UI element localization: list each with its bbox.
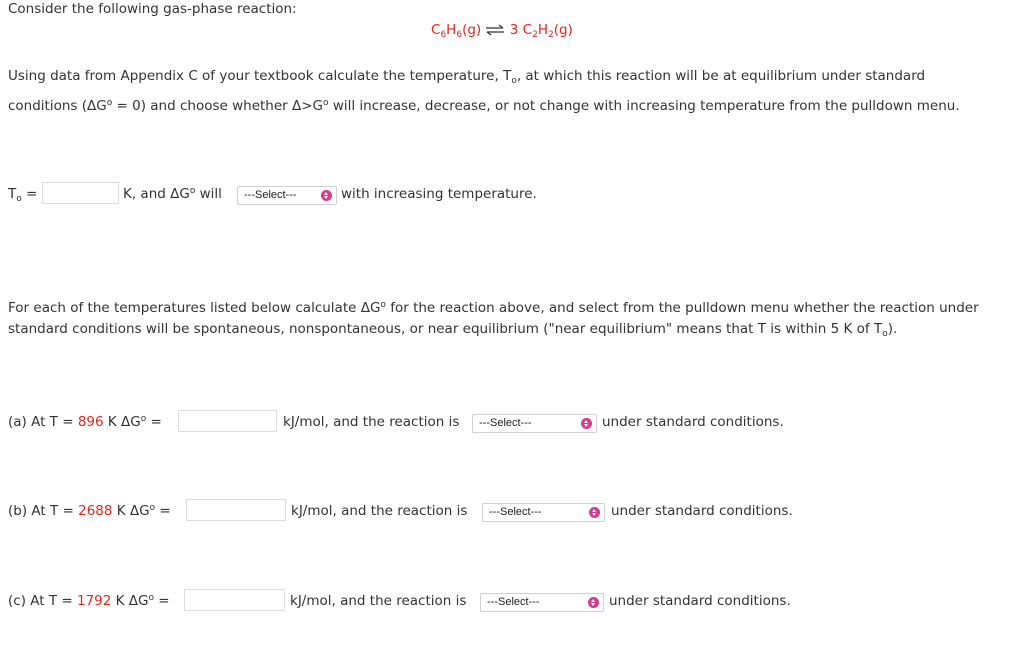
reactant-phase: (g) bbox=[462, 22, 482, 38]
reactant-c-count: 6 bbox=[440, 30, 447, 40]
reaction-equation bbox=[431, 22, 573, 38]
question-c-suffix: under standard conditions. bbox=[609, 593, 791, 609]
instructions-line1 bbox=[8, 68, 925, 84]
equals-sign: = bbox=[21, 186, 38, 202]
question-a-label bbox=[8, 414, 162, 430]
select-value: ---Select--- bbox=[487, 596, 540, 608]
part2-text: For each of the temperatures listed below calculate ΔG bbox=[8, 300, 381, 316]
instructions-text: will increase, decrease, or not change with increasing temperature from the pulldown menu. bbox=[328, 98, 960, 114]
standard-superscript: o bbox=[323, 98, 329, 108]
select-value: ---Select--- bbox=[489, 506, 542, 518]
question-b-mid: kJ/mol, and the reaction is bbox=[291, 503, 468, 519]
question-temperature: 1792 bbox=[76, 593, 112, 609]
standard-superscript: o bbox=[140, 414, 147, 424]
intro-text: Consider the following gas-phase reaction: bbox=[8, 1, 297, 17]
instructions-text: , at which this reaction will be at equilibrium under standard bbox=[516, 68, 926, 84]
product-h: H bbox=[537, 22, 548, 38]
equilibrium-arrow-icon bbox=[485, 24, 505, 36]
t0-trend-select[interactable] bbox=[237, 186, 337, 205]
question-unit: K ΔG bbox=[103, 414, 141, 430]
question-c-mid: kJ/mol, and the reaction is bbox=[290, 593, 467, 609]
standard-superscript: o bbox=[380, 300, 386, 310]
t0-subscript: o bbox=[16, 194, 22, 204]
select-chevron-icon bbox=[321, 190, 332, 201]
question-temperature: 2688 bbox=[78, 503, 113, 519]
question-prefix: (a) At T = bbox=[8, 414, 78, 430]
instructions-line2 bbox=[8, 98, 960, 114]
question-prefix: (b) At T = bbox=[8, 503, 79, 519]
equals-sign: = bbox=[155, 503, 171, 519]
standard-superscript: o bbox=[149, 503, 156, 513]
standard-superscript: o bbox=[106, 98, 113, 108]
question-unit: K ΔG bbox=[112, 503, 150, 519]
part2-text: ). bbox=[887, 321, 898, 337]
question-unit: K ΔG bbox=[111, 593, 149, 609]
question-prefix: (c) At T = bbox=[8, 593, 77, 609]
product-c-count: 2 bbox=[532, 30, 538, 40]
reactant-h: H bbox=[446, 22, 457, 38]
question-a-mid: kJ/mol, and the reaction is bbox=[283, 414, 460, 430]
standard-superscript: o bbox=[189, 186, 196, 196]
product-phase: (g) bbox=[553, 22, 573, 38]
t0-label bbox=[8, 186, 37, 202]
t0-mid-text bbox=[123, 186, 222, 202]
t0-mid-text-a: K, and ΔG bbox=[123, 186, 190, 202]
t0-subscript: o bbox=[511, 76, 517, 86]
t0-mid-text-b: will bbox=[195, 186, 222, 202]
part2-line2 bbox=[8, 321, 897, 337]
reactant-h-count: 6 bbox=[456, 30, 463, 40]
t0-suffix: with increasing temperature. bbox=[341, 186, 537, 202]
question-a-suffix: under standard conditions. bbox=[602, 414, 784, 430]
select-chevron-icon bbox=[589, 507, 600, 518]
question-b-label bbox=[8, 503, 171, 519]
standard-superscript: o bbox=[148, 593, 154, 603]
instructions-text: Using data from Appendix C of your textbook calculate the temperature, T bbox=[8, 68, 512, 84]
question-b-dg-input[interactable] bbox=[186, 499, 286, 521]
question-temperature: 896 bbox=[77, 414, 104, 430]
question-a-dg-input[interactable] bbox=[178, 410, 277, 432]
select-value: ---Select--- bbox=[244, 189, 297, 201]
part2-line1 bbox=[8, 300, 979, 316]
part2-text: for the reaction above, and select from the pulldown menu whether the reaction under bbox=[385, 300, 979, 316]
select-value: ---Select--- bbox=[479, 417, 532, 429]
part2-text: standard conditions will be spontaneous, nonspontaneous, or near equilibrium ("near equilibrium" means that T is within 5 K of T bbox=[8, 321, 883, 337]
equals-sign: = bbox=[146, 414, 162, 430]
t0-input[interactable] bbox=[42, 182, 119, 204]
question-a-spontaneity-select[interactable] bbox=[472, 414, 597, 433]
product-h-count: 2 bbox=[547, 30, 554, 40]
reactant-c: C bbox=[431, 22, 441, 38]
t0-subscript: o bbox=[882, 329, 888, 339]
instructions-text: = 0) and choose whether Δ>G bbox=[112, 98, 324, 114]
question-c-label bbox=[8, 593, 170, 609]
select-chevron-icon bbox=[588, 597, 599, 608]
t0-label-text: T bbox=[8, 186, 17, 202]
question-b-suffix: under standard conditions. bbox=[611, 503, 793, 519]
instructions-text: conditions (ΔG bbox=[8, 98, 107, 114]
question-c-dg-input[interactable] bbox=[184, 589, 285, 611]
question-c-spontaneity-select[interactable] bbox=[480, 593, 604, 612]
equals-sign: = bbox=[154, 593, 170, 609]
select-chevron-icon bbox=[581, 418, 592, 429]
question-b-spontaneity-select[interactable] bbox=[482, 503, 605, 522]
product-coef: 3 C bbox=[509, 22, 533, 38]
